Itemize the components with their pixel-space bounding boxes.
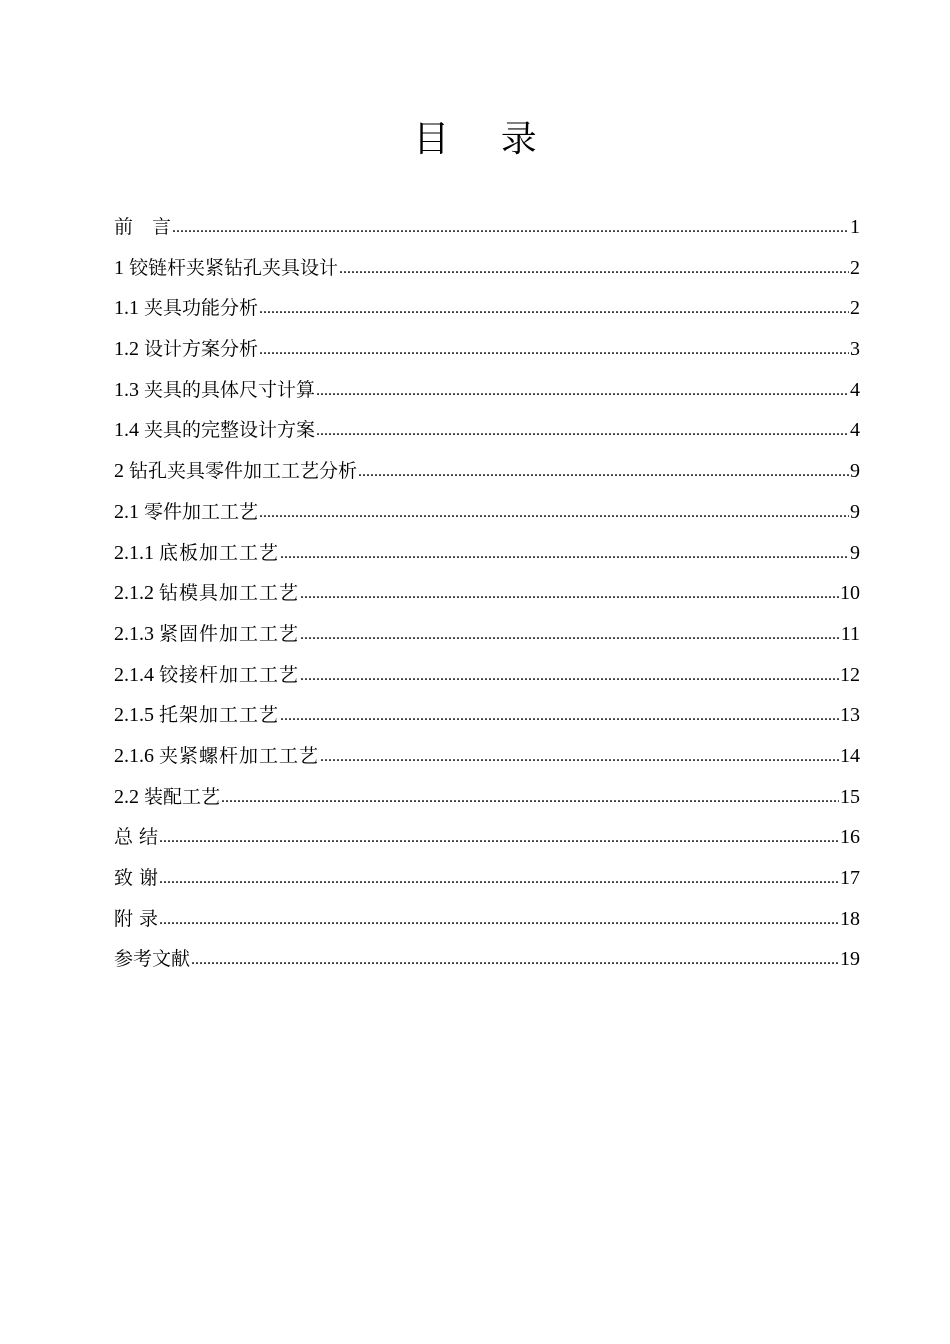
toc-entry-number: 1.1 [114, 297, 144, 320]
toc-entry-title: 底板加工工艺 [159, 541, 280, 564]
toc-dot-leader [316, 369, 849, 411]
toc-entry[interactable] [114, 939, 860, 980]
toc-dot-leader [316, 409, 849, 451]
toc-entry-number: 2.2 [114, 785, 144, 808]
toc-entry-number: 2.1 [114, 500, 144, 523]
toc-entry-label [114, 939, 190, 979]
toc-entry-label [114, 858, 158, 898]
toc-dot-leader [159, 816, 839, 858]
toc-page-number: 12 [840, 663, 860, 686]
toc-page-number: 9 [850, 500, 860, 523]
toc-dot-leader [300, 613, 840, 655]
toc-entry[interactable] [114, 533, 860, 574]
toc-entry[interactable] [114, 695, 860, 736]
toc-entry-number: 2.1.6 [114, 744, 159, 767]
toc-entry[interactable] [114, 777, 860, 818]
toc-entry[interactable] [114, 329, 860, 370]
table-of-contents [114, 207, 860, 980]
toc-entry-label [114, 248, 338, 288]
toc-entry-title: 夹具的具体尺寸计算 [144, 378, 316, 401]
toc-entry[interactable] [114, 736, 860, 777]
page-title: 目 录 [413, 119, 557, 160]
toc-entry-label [114, 207, 171, 247]
toc-entry-title: 设计方案分析 [144, 338, 259, 361]
toc-page-number: 3 [850, 338, 860, 361]
toc-page-number: 9 [850, 541, 860, 564]
toc-dot-leader [159, 857, 839, 899]
toc-entry-label [114, 655, 299, 695]
toc-entry-title: 致 谢 [114, 867, 159, 889]
toc-entry-label [114, 573, 299, 613]
toc-page-number: 1 [850, 216, 860, 238]
toc-entry[interactable] [114, 288, 860, 329]
toc-page-number: 14 [840, 744, 860, 767]
toc-dot-leader [280, 532, 849, 574]
toc-dot-leader [339, 247, 849, 289]
toc-entry-title: 装配工艺 [144, 785, 221, 808]
toc-entry-number: 1.3 [114, 378, 144, 401]
toc-entry-label [114, 533, 279, 573]
toc-entry-title: 总 结 [114, 826, 159, 849]
toc-dot-leader [358, 450, 849, 492]
toc-dot-leader [300, 654, 839, 696]
toc-page-number: 16 [840, 826, 860, 849]
toc-entry-number: 1.2 [114, 338, 144, 361]
toc-entry-label [114, 817, 158, 857]
toc-entry[interactable] [114, 655, 860, 696]
toc-entry-label [114, 614, 299, 654]
toc-entry-number: 1 [114, 256, 129, 279]
toc-entry-label [114, 492, 258, 532]
toc-page-number: 10 [840, 582, 860, 605]
toc-entry-title: 钻孔夹具零件加工工艺分析 [129, 460, 358, 483]
toc-entry-title: 参考文献 [114, 948, 191, 971]
toc-page-number: 2 [850, 297, 860, 320]
toc-entry-number: 1.4 [114, 419, 144, 442]
toc-entry-label [114, 329, 258, 369]
toc-entry-label [114, 777, 220, 817]
toc-entry[interactable] [114, 451, 860, 492]
toc-entry-label [114, 451, 357, 491]
toc-dot-leader [221, 776, 839, 818]
toc-page-number: 13 [840, 704, 860, 727]
toc-entry-title: 夹具的完整设计方案 [144, 419, 316, 442]
toc-entry-number: 2.1.5 [114, 704, 159, 727]
toc-entry-label [114, 410, 315, 450]
toc-entry-label [114, 370, 315, 410]
toc-entry[interactable] [114, 614, 860, 655]
toc-dot-leader [259, 287, 849, 329]
toc-dot-leader [280, 694, 839, 736]
toc-entry[interactable] [114, 858, 860, 899]
toc-entry[interactable] [114, 817, 860, 858]
toc-entry[interactable] [114, 410, 860, 451]
toc-entry-label [114, 736, 319, 776]
toc-dot-leader [191, 938, 839, 980]
toc-dot-leader [259, 491, 849, 533]
toc-entry-number: 2.1.1 [114, 541, 159, 564]
toc-entry-number: 2 [114, 460, 129, 483]
toc-page-number: 18 [840, 907, 860, 930]
toc-entry[interactable] [114, 248, 860, 289]
toc-entry-title: 托架加工工艺 [159, 704, 280, 727]
toc-entry[interactable] [114, 207, 860, 248]
toc-dot-leader [300, 572, 839, 614]
toc-page-number: 4 [850, 378, 860, 401]
toc-dot-leader [172, 206, 849, 248]
toc-entry-label [114, 695, 279, 735]
toc-page-number: 11 [840, 622, 860, 645]
toc-dot-leader [320, 735, 839, 777]
toc-page-number: 4 [850, 419, 860, 442]
toc-dot-leader [259, 328, 849, 370]
toc-entry[interactable] [114, 573, 860, 614]
toc-page-number: 19 [840, 948, 860, 971]
toc-entry[interactable] [114, 492, 860, 533]
toc-page-number: 17 [840, 867, 860, 889]
toc-entry-title: 夹具功能分析 [144, 297, 259, 320]
toc-entry[interactable] [114, 370, 860, 411]
toc-page-number: 15 [840, 785, 860, 808]
toc-entry-title: 紧固件加工工艺 [159, 622, 300, 645]
toc-entry-label [114, 899, 158, 939]
toc-entry-title: 夹紧螺杆加工工艺 [159, 744, 320, 767]
toc-entry-title: 铰接杆加工工艺 [159, 663, 300, 686]
toc-entry-number: 2.1.3 [114, 622, 159, 645]
toc-page-number: 2 [850, 256, 860, 279]
toc-entry-title: 零件加工工艺 [144, 500, 259, 523]
toc-entry-title: 铰链杆夹紧钻孔夹具设计 [129, 256, 339, 279]
toc-entry-title: 钻模具加工工艺 [159, 582, 300, 605]
toc-page-number: 9 [850, 460, 860, 483]
toc-entry[interactable] [114, 899, 860, 940]
toc-entry-title: 前 言 [114, 216, 172, 238]
toc-entry-number: 2.1.2 [114, 582, 159, 605]
toc-dot-leader [159, 898, 839, 940]
toc-entry-title: 附 录 [114, 907, 159, 930]
toc-entry-label [114, 288, 258, 328]
toc-entry-number: 2.1.4 [114, 663, 159, 686]
